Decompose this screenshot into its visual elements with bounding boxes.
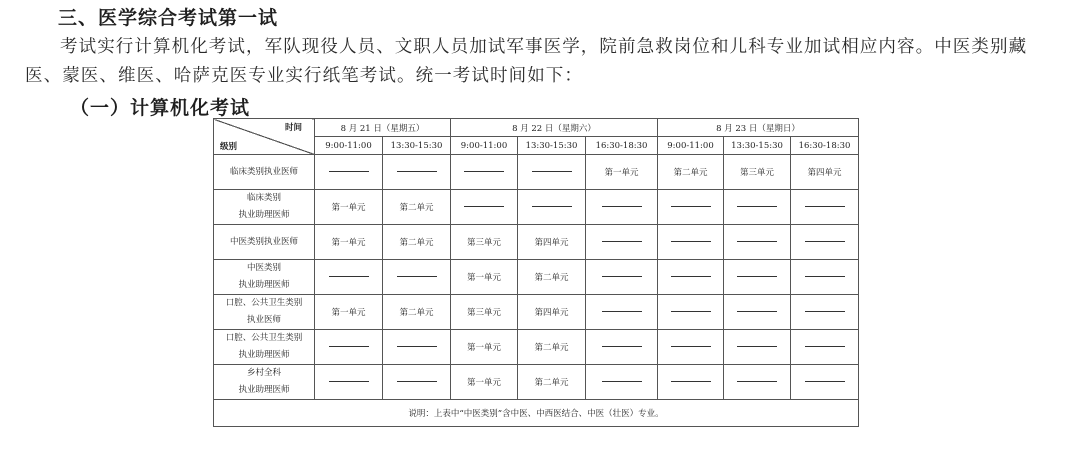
schedule-cell	[724, 190, 791, 225]
level-label: 临床类别执业医师	[229, 166, 298, 177]
empty-dash	[737, 346, 777, 347]
empty-dash	[329, 381, 369, 382]
schedule-cell	[383, 330, 451, 365]
empty-dash	[532, 206, 572, 207]
empty-dash	[397, 171, 437, 172]
section-heading: 三、医学综合考试第一试	[58, 7, 279, 29]
empty-dash	[397, 346, 437, 347]
time-slot-header: 13:30-15:30	[724, 137, 791, 155]
table-row	[214, 225, 859, 260]
schedule-cell	[383, 260, 451, 295]
schedule-cell: 第一单元	[315, 295, 383, 330]
time-slot-header: 9:00-11:00	[658, 137, 724, 155]
time-slot-header: 13:30-15:30	[383, 137, 451, 155]
schedule-cell: 第三单元	[451, 225, 518, 260]
schedule-cell: 第三单元	[451, 295, 518, 330]
schedule-cell	[791, 295, 859, 330]
empty-dash	[737, 206, 777, 207]
schedule-cell	[586, 260, 658, 295]
empty-dash	[805, 276, 845, 277]
table-row	[214, 330, 859, 365]
schedule-cell: 第二单元	[518, 330, 586, 365]
empty-dash	[329, 346, 369, 347]
schedule-cell	[658, 365, 724, 400]
empty-dash	[737, 311, 777, 312]
schedule-cell: 第二单元	[383, 225, 451, 260]
empty-dash	[737, 241, 777, 242]
schedule-cell: 第二单元	[383, 190, 451, 225]
schedule-cell: 第二单元	[383, 295, 451, 330]
level-label: 执业助理医师	[238, 385, 290, 395]
level-cell	[214, 365, 315, 400]
schedule-cell: 第一单元	[451, 330, 518, 365]
schedule-cell	[518, 190, 586, 225]
schedule-cell	[658, 330, 724, 365]
empty-dash	[671, 276, 711, 277]
empty-dash	[602, 311, 642, 312]
schedule-cell	[586, 225, 658, 260]
time-slot-header: 9:00-11:00	[451, 137, 518, 155]
schedule-cell	[315, 155, 383, 190]
empty-dash	[671, 381, 711, 382]
empty-dash	[805, 346, 845, 347]
empty-dash	[737, 276, 777, 277]
level-cell	[214, 155, 315, 190]
subsection-heading: （一）计算机化考试	[70, 97, 251, 119]
level-label: 中医类别执业医师	[229, 236, 298, 247]
empty-dash	[671, 206, 711, 207]
level-label: 临床类别	[246, 193, 281, 203]
schedule-cell	[791, 260, 859, 295]
schedule-cell	[518, 155, 586, 190]
schedule-cell	[586, 295, 658, 330]
date-header: 8 月 23 日（星期日）	[658, 119, 859, 137]
date-header: 8 月 21 日（星期五）	[315, 119, 451, 137]
empty-dash	[805, 381, 845, 382]
schedule-cell: 第一单元	[451, 365, 518, 400]
empty-dash	[671, 346, 711, 347]
schedule-cell	[724, 260, 791, 295]
schedule-cell	[724, 330, 791, 365]
schedule-cell: 第一单元	[586, 155, 658, 190]
level-label: 口腔、公共卫生类别	[225, 298, 303, 308]
schedule-cell	[658, 225, 724, 260]
empty-dash	[464, 206, 504, 207]
level-cell	[214, 260, 315, 295]
time-slot-header: 16:30-18:30	[791, 137, 859, 155]
schedule-cell	[383, 155, 451, 190]
schedule-cell	[724, 225, 791, 260]
schedule-cell: 第二单元	[518, 365, 586, 400]
time-slot-header: 13:30-15:30	[518, 137, 586, 155]
corner-level-label: 级别	[220, 142, 238, 152]
header-corner-cell	[214, 119, 315, 155]
empty-dash	[602, 276, 642, 277]
table-row	[214, 295, 859, 330]
empty-dash	[397, 381, 437, 382]
level-label: 执业助理医师	[238, 280, 290, 290]
schedule-cell	[724, 295, 791, 330]
schedule-cell	[315, 365, 383, 400]
schedule-cell	[658, 190, 724, 225]
empty-dash	[805, 311, 845, 312]
empty-dash	[464, 171, 504, 172]
schedule-cell: 第四单元	[791, 155, 859, 190]
empty-dash	[602, 381, 642, 382]
empty-dash	[805, 206, 845, 207]
schedule-cell	[791, 365, 859, 400]
schedule-cell: 第一单元	[315, 225, 383, 260]
schedule-cell	[658, 260, 724, 295]
table-row	[214, 260, 859, 295]
schedule-cell	[383, 365, 451, 400]
date-header: 8 月 22 日（星期六）	[451, 119, 658, 137]
schedule-cell	[586, 330, 658, 365]
empty-dash	[805, 241, 845, 242]
empty-dash	[532, 171, 572, 172]
level-label: 执业医师	[246, 315, 281, 325]
table-note: 说明：上表中“中医类别”含中医、中西医结合、中医（壮医）专业。	[214, 400, 859, 427]
exam-schedule-table	[213, 118, 859, 427]
time-slot-header: 9:00-11:00	[315, 137, 383, 155]
schedule-cell	[658, 295, 724, 330]
level-label: 乡村全科	[246, 368, 281, 378]
level-label: 中医类别	[246, 263, 281, 273]
schedule-cell	[791, 330, 859, 365]
intro-paragraph: 考试实行计算机化考试，军队现役人员、文职人员加试军事医学，院前急救岗位和儿科专业加试相应内容。中医类别藏医、蒙医、维医、哈萨克医专业实行纸笔考试。统一考试时间如下：	[25, 37, 1028, 86]
schedule-cell: 第一单元	[315, 190, 383, 225]
level-label: 执业助理医师	[238, 350, 290, 360]
schedule-cell	[791, 225, 859, 260]
table-row	[214, 365, 859, 400]
schedule-cell: 第一单元	[451, 260, 518, 295]
level-cell	[214, 330, 315, 365]
empty-dash	[329, 276, 369, 277]
schedule-cell	[451, 190, 518, 225]
schedule-cell: 第四单元	[518, 295, 586, 330]
schedule-cell	[451, 155, 518, 190]
empty-dash	[397, 276, 437, 277]
schedule-cell: 第二单元	[518, 260, 586, 295]
schedule-cell	[791, 190, 859, 225]
schedule-cell	[315, 260, 383, 295]
empty-dash	[602, 346, 642, 347]
table-row	[214, 155, 859, 190]
table-row	[214, 190, 859, 225]
level-label: 口腔、公共卫生类别	[225, 333, 303, 343]
level-cell	[214, 295, 315, 330]
empty-dash	[671, 311, 711, 312]
empty-dash	[329, 171, 369, 172]
empty-dash	[737, 381, 777, 382]
schedule-cell: 第二单元	[658, 155, 724, 190]
level-cell	[214, 190, 315, 225]
schedule-cell: 第三单元	[724, 155, 791, 190]
level-label: 执业助理医师	[238, 210, 290, 220]
empty-dash	[671, 241, 711, 242]
time-slot-header: 16:30-18:30	[586, 137, 658, 155]
empty-dash	[602, 206, 642, 207]
schedule-cell	[586, 190, 658, 225]
level-cell	[214, 225, 315, 260]
empty-dash	[602, 241, 642, 242]
corner-time-label: 时间	[284, 123, 302, 133]
schedule-cell: 第四单元	[518, 225, 586, 260]
schedule-cell	[724, 365, 791, 400]
schedule-cell	[586, 365, 658, 400]
schedule-cell	[315, 330, 383, 365]
